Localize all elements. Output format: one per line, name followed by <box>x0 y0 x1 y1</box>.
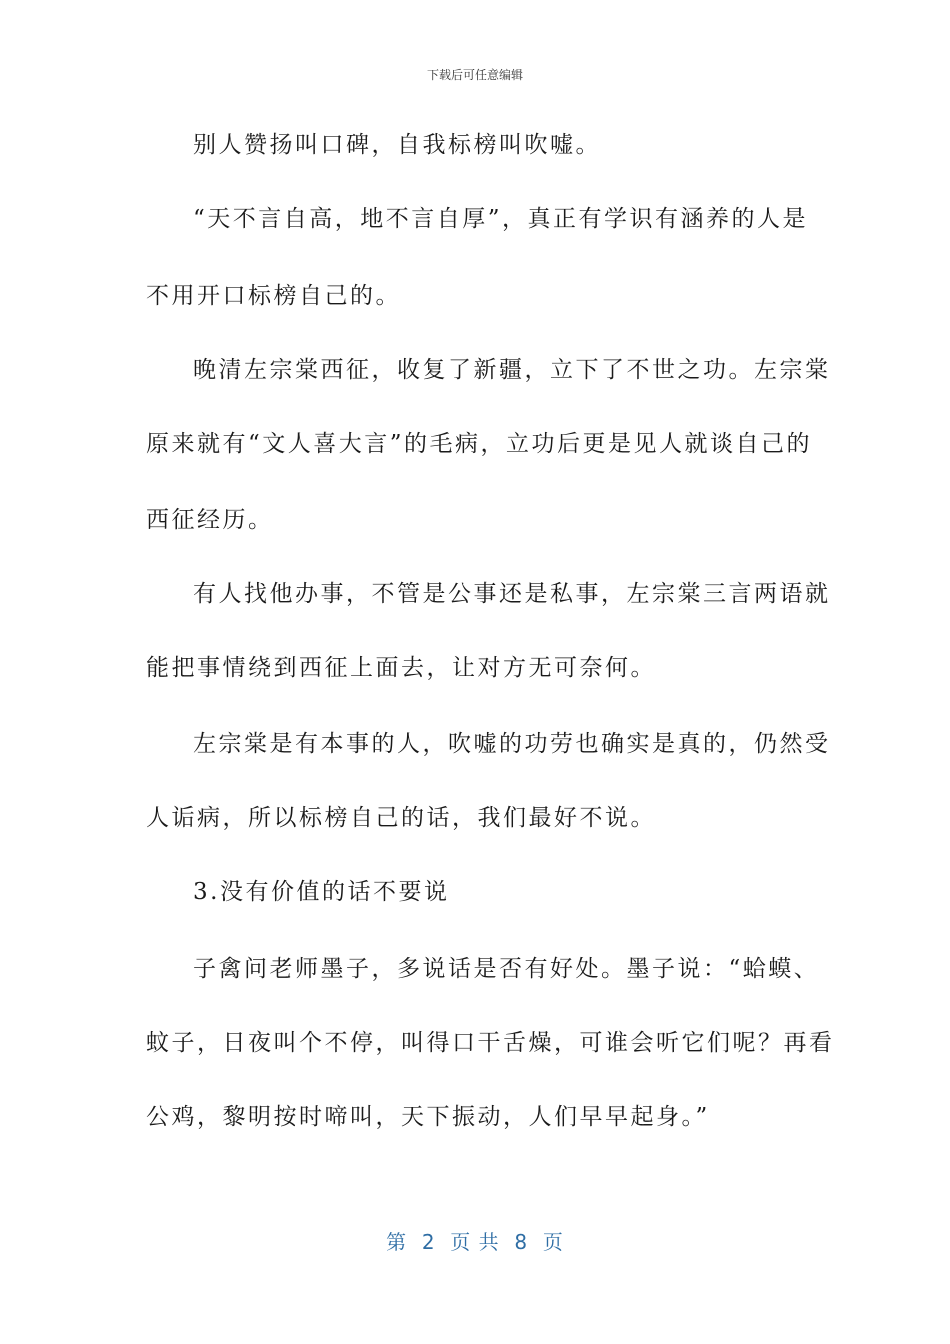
paragraph-line: 原来就有“文人喜大言”的毛病，立功后更是见人就谈自己的 <box>146 431 813 457</box>
paragraph-line: 蚊子，日夜叫个不停，叫得口干舌燥，可谁会听它们呢？再看 <box>146 1030 835 1056</box>
paragraph-line: 能把事情绕到西征上面去，让对方无可奈何。 <box>146 655 656 681</box>
paragraph-line: 左宗棠是有本事的人，吹嘘的功劳也确实是真的，仍然受 <box>193 731 831 757</box>
paragraph-line: 晚清左宗棠西征，收复了新疆，立下了不世之功。左宗棠 <box>193 357 831 383</box>
paragraph-line: 不用开口标榜自己的。 <box>146 283 401 309</box>
paragraph-line: 子禽问老师墨子，多说话是否有好处。墨子说：“蛤蟆、 <box>193 956 820 982</box>
header-note: 下载后可任意编辑 <box>426 68 523 82</box>
paragraph-line: “天不言自高，地不言自厚”，真正有学识有涵养的人是 <box>193 206 809 232</box>
paragraph-line: 别人赞扬叫口碑，自我标榜叫吹嘘。 <box>193 132 601 158</box>
paragraph-line: 人诟病，所以标榜自己的话，我们最好不说。 <box>146 805 656 831</box>
paragraph-line: 西征经历。 <box>146 507 274 533</box>
paragraph-line: 公鸡，黎明按时啼叫，天下振动，人们早早起身。” <box>146 1104 710 1130</box>
paragraph-line: 有人找他办事，不管是公事还是私事，左宗棠三言两语就 <box>193 581 831 607</box>
page-number: 第 2 页 共 8 页 <box>386 1230 564 1254</box>
section-heading: 3.没有价值的话不要说 <box>193 879 450 905</box>
